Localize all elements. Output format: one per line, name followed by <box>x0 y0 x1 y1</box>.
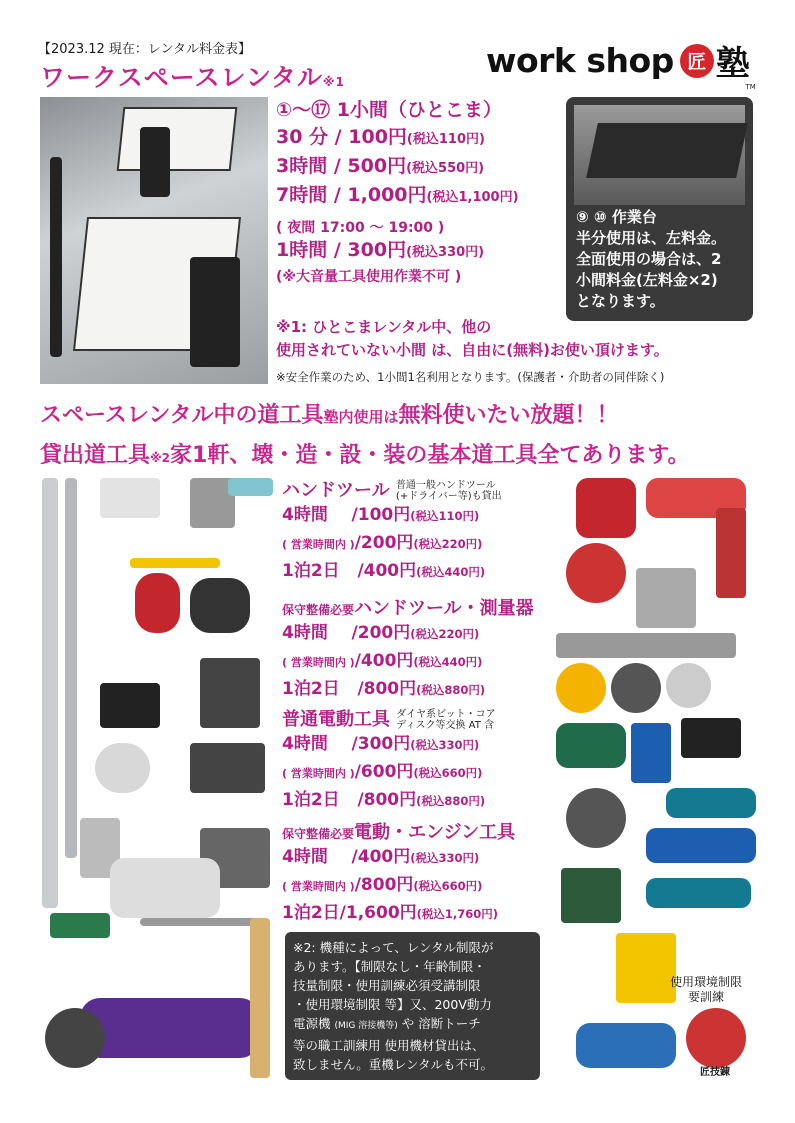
price-block-power <box>282 705 496 815</box>
price-row: 4時間 /300円(税込330円) <box>282 734 480 754</box>
safety-note: ※安全作業のため、1小間1名利用となります。(保護者・介助者の同伴除く) <box>276 370 665 384</box>
price-block-engine <box>282 818 515 928</box>
price-row: ( 営業時間内 )/800円(税込660円) <box>282 875 483 895</box>
night-rate: 1時間 / 300円(税込330円) <box>276 239 485 261</box>
logo-mark-icon: 匠 <box>680 44 714 78</box>
price-row: 4時間 /100円(税込110円) <box>282 505 480 525</box>
price-row: 1泊2日 /800円(税込880円) <box>282 679 486 699</box>
price-block-title: 保守整備必要電動・エンジン工具 <box>282 822 516 843</box>
night-hours: ( 夜間 17:00 ～ 19:00 ) <box>276 220 445 236</box>
rate-row: 7時間 / 1,000円(税込1,100円) <box>276 184 519 206</box>
logo-text: work shop <box>486 41 674 80</box>
price-block-handtool <box>282 476 502 586</box>
price-row: 4時間 /400円(税込330円) <box>282 847 480 867</box>
logo-tm: TM <box>745 83 756 91</box>
page-title <box>40 58 345 94</box>
worktable-box <box>566 97 753 321</box>
workspace-photo <box>40 97 268 384</box>
title-text: ワークスペースレンタル <box>40 63 323 92</box>
workspace-rates <box>276 97 519 286</box>
date-line: 【2023.12 現在：レンタル料金表】 <box>38 42 252 57</box>
workshop-logo <box>486 36 756 91</box>
unit-label: ①～⑰ 1小間（ひとこま） <box>276 99 502 121</box>
price-row: 1泊2日 /800円(税込880円) <box>282 790 486 810</box>
logo-kanji: 塾 <box>715 44 750 84</box>
tools-headline: スペースレンタル中の道工具塾内使用は無料使いたい放題！！ <box>40 403 619 428</box>
worktable-photo <box>574 105 745 205</box>
price-block-survey <box>282 594 534 704</box>
price-block-title: ハンドツール 普通一般ハンドツール (+ドライバー等)も貸出 <box>282 480 502 502</box>
worktable-text: ⑨ ⑩ 作業台 半分使用は、左料金。 全面使用の場合は、2 小間料金(左料金×2) となります。 <box>576 208 727 310</box>
price-row: 4時間 /200円(税込220円) <box>282 623 480 643</box>
price-row: ( 営業時間内 )/200円(税込220円) <box>282 533 483 553</box>
price-row: ( 営業時間内 )/400円(税込440円) <box>282 651 483 671</box>
giren-logo: 匠技錬 <box>700 1067 730 1078</box>
price-row: 1泊2日 /400円(税込440円) <box>282 561 486 581</box>
price-row: ( 営業時間内 )/600円(税込660円) <box>282 762 483 782</box>
note-1: ※1: ひとこまレンタル中、他の 使用されていない小間 は、自由に(無料)お使い頂けます。 <box>276 318 669 359</box>
night-note: (※大音量工具使用作業不可 ) <box>276 269 462 285</box>
rental-headline: 貸出道工具※2家1軒、壊・造・設・装の基本道工具全てあります。 <box>40 443 690 468</box>
rate-row: 30 分 / 100円(税込110円) <box>276 126 485 148</box>
title-note: ※1 <box>322 75 345 89</box>
note-2: ※2: 機種によって、レンタル制限が あります。【制限なし・年齢制限・ 技量制限・使用訓練必須受講制限 ・使用環境制限 等】又、200V動力 電源機 (MIG 溶接機等) や 溶断トーチ 等の職工訓練用 使用機材貸出は、 致しません。重機レンタルも不可。 <box>285 932 540 1080</box>
rate-row: 3時間 / 500円(税込550円) <box>276 155 485 177</box>
price-block-title: 保守整備必要ハンドツール・測量器 <box>282 598 534 619</box>
price-block-title: 普通電動工具 ダイヤ系ビット・コア ディスク等交換 AT 含 <box>282 709 496 731</box>
tools-illustration-left <box>40 478 275 1083</box>
env-restriction-label: 使用環境制限 要訓練 <box>670 975 743 1004</box>
price-row: 1泊2日/1,600円(税込1,760円) <box>282 903 499 923</box>
